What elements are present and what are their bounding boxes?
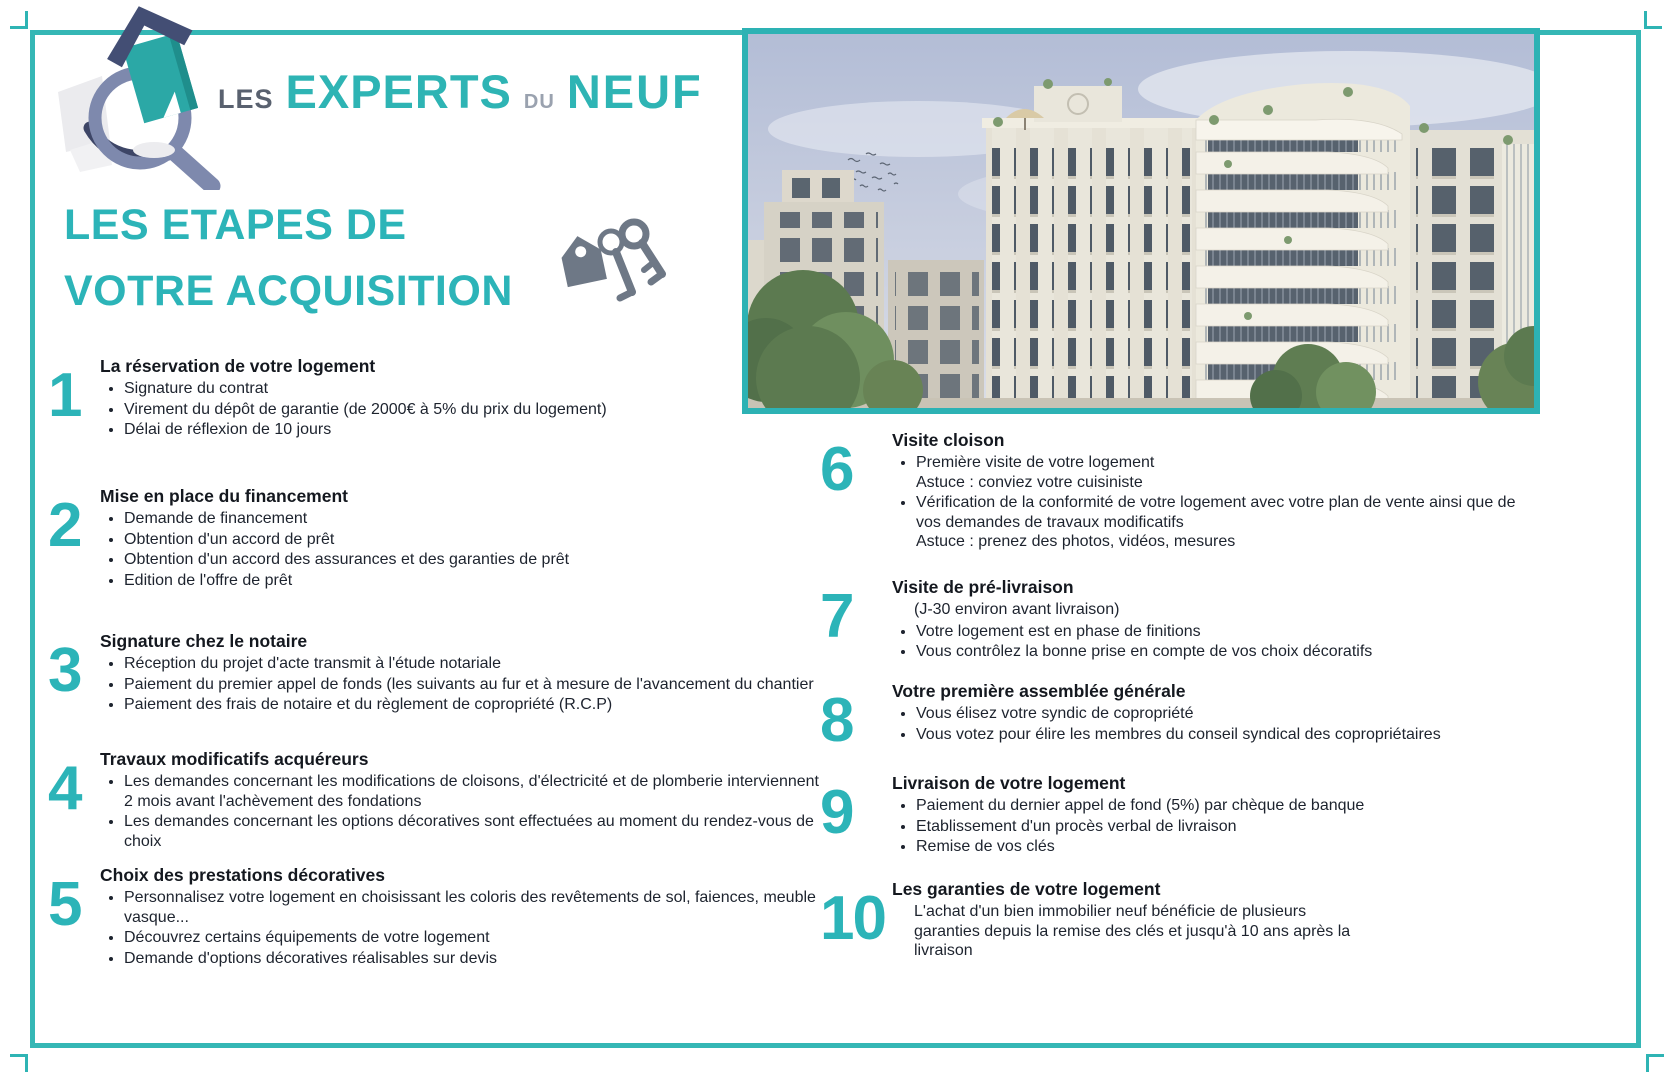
step-bullet [916,642,1544,662]
bullet-text: Vous contrôlez la bonne prise en compte de vos choix décoratifs [916,643,1373,660]
page-title-line1: LES ETAPES DE [64,201,407,249]
step [820,773,1544,858]
bullet-text: Paiement des frais de notaire et du règlement de copropriété (R.C.P) [124,696,613,713]
new-building-photo [742,28,1540,414]
corner-mark-bottom-left [10,1054,28,1072]
step-bullet [124,530,832,550]
bullet-text: Signature du contrat [124,380,269,397]
step-bullet-list [100,509,832,590]
corner-mark-top-left [10,11,28,29]
step-bullet [916,725,1544,745]
step-bullet [124,571,832,591]
step-bullet [916,817,1544,837]
step-body [100,865,832,969]
step-title: Choix des prestations décoratives [100,865,385,885]
step-body [892,681,1544,749]
step [48,486,832,591]
step-body [100,631,832,716]
corner-mark-top-right [1644,11,1662,29]
page-title-line2: VOTRE ACQUISITION [64,267,513,315]
step-body [892,430,1544,553]
bullet-text: Les demandes concernant les modifications de cloisons, d'électricité et de plomberie interviennent 2 mois avant l'achèvement des fondations [124,773,819,810]
step [48,865,832,969]
house-keys-icon [554,212,674,312]
step [48,356,832,441]
bullet-text: Votre logement est en phase de finitions [916,622,1201,640]
step-body [100,356,832,441]
corner-mark-bottom-right [1646,1054,1664,1072]
bullet-text: Obtention d'un accord de prêt [124,530,335,548]
bullet-note: Astuce : prenez des photos, vidéos, mesures [916,533,1236,550]
step-body [892,577,1544,663]
step-bullet [916,453,1544,492]
step-bullet-list [892,453,1544,552]
step-lead: L'achat d'un bien immobilier neuf bénéficie de plusieurs garanties depuis la remise des clés et jusqu'à 10 ans après la livraison [914,903,1351,959]
step-bullet [916,837,1544,857]
bullet-text: Paiement du dernier appel de fond (5%) par chèque de banque [916,797,1365,814]
step-title: Livraison de votre logement [892,773,1126,793]
bullet-text: Paiement du premier appel de fonds (les suivants au fur et à mesure de l'avancement du chantier [124,675,814,693]
step-title: Mise en place du financement [100,486,348,506]
bullet-text: Vous votez pour élire les membres du conseil syndical des copropriétaires [916,725,1441,743]
step-bullet [916,622,1544,642]
step-bullet [124,928,832,948]
bullet-text: Edition de l'offre de prêt [124,571,293,589]
step [48,631,832,716]
step-number: 10 [820,884,885,953]
step-number: 2 [48,491,81,560]
step-number: 7 [820,582,853,651]
step-bullet [124,509,832,529]
brand-du: DU [523,91,555,113]
bullet-text: Les demandes concernant les options décoratives sont effectuées au moment du rendez-vous de choix [124,813,814,850]
step-body [100,749,832,852]
step-title: Travaux modificatifs acquéreurs [100,749,369,769]
step-title: Votre première assemblée générale [892,681,1186,701]
bullet-text: Délai de réflexion de 10 jours [124,421,332,438]
step [820,879,1544,961]
bullet-text: Vous élisez votre syndic de copropriété [916,705,1194,722]
brand-wordmark [218,64,703,119]
brand-experts: EXPERTS [285,65,512,118]
bullet-text: Personnalisez votre logement en choisissant les coloris des revêtements de sol, faiences, meuble vasque... [124,889,816,926]
house-magnifier-logo-icon [50,0,228,190]
bullet-text: Première visite de votre logement [916,454,1155,471]
step-bullet [124,675,832,695]
step-number: 4 [48,754,81,823]
step-bullet [124,888,832,927]
step [820,430,1544,553]
step [820,577,1544,663]
step [48,749,832,852]
step-bullet [124,654,832,674]
step-title: Signature chez le notaire [100,631,308,651]
bullet-text: Etablissement d'un procès verbal de livraison [916,817,1237,835]
step-lead: (J-30 environ avant livraison) [914,601,1120,618]
step-title: La réservation de votre logement [100,356,376,376]
step-bullet-list [892,622,1544,662]
bullet-text: Virement du dépôt de garantie (de 2000€ à 5% du prix du logement) [124,400,607,418]
step-body [892,879,1544,961]
step-title: Les garanties de votre logement [892,879,1161,899]
step-bullet [916,796,1544,816]
bullet-text: Vérification de la conformité de votre logement avec votre plan de vente ainsi que de vos demandes de travaux modificatifs [916,494,1516,531]
step-body [892,773,1544,858]
step-bullet-list [892,704,1544,744]
bullet-text: Réception du projet d'acte transmit à l'étude notariale [124,655,501,672]
page-title [64,192,513,324]
bullet-note: Astuce : conviez votre cuisiniste [916,473,1143,491]
step-bullet-list [100,379,832,440]
step-bullet [124,949,832,969]
step-bullet [916,493,1544,552]
step-number: 3 [48,636,81,705]
step-bullet [124,695,832,715]
bullet-text: Demande d'options décoratives réalisables sur devis [124,949,498,967]
step-bullet-list [892,796,1544,857]
bullet-text: Obtention d'un accord des assurances et des garanties de prêt [124,551,570,568]
step-bullet [124,812,832,851]
step-bullet [916,704,1544,724]
brand-les: LES [218,84,274,114]
step [820,681,1544,755]
step-number: 1 [48,361,81,430]
bullet-text: Demande de financement [124,510,308,527]
step-bullet-list [100,772,832,851]
step-body [100,486,832,591]
step-bullet [124,550,832,570]
step-number: 9 [820,778,853,847]
step-bullet [124,420,832,440]
step-bullet-list [100,654,832,715]
step-number: 8 [820,686,853,755]
brand-neuf: NEUF [566,65,703,118]
step-bullet [124,400,832,420]
bullet-text: Remise de vos clés [916,838,1055,855]
bullet-text: Découvrez certains équipements de votre logement [124,929,490,946]
step-bullet-list [100,888,832,968]
step-title: Visite cloison [892,430,1005,450]
step-number: 6 [820,435,853,504]
step-bullet [124,379,832,399]
step-title: Visite de pré-livraison [892,577,1074,597]
step-bullet [124,772,832,811]
step-number: 5 [48,870,81,939]
